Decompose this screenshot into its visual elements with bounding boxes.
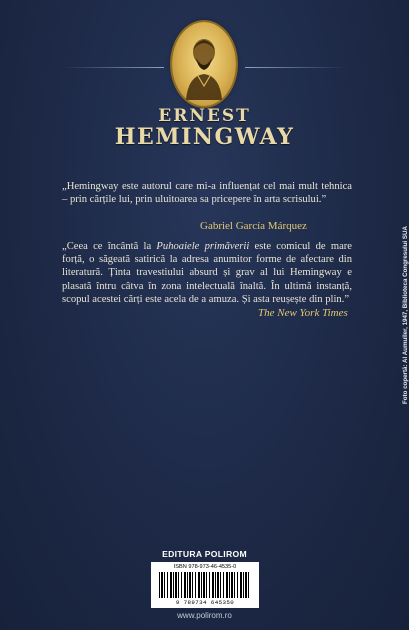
decorative-line-right <box>245 67 345 68</box>
publisher-name: EDITURA POLIROM <box>162 549 247 559</box>
photo-credit: Foto copertă: Al Aumuller, 1947, Biblioteca Congresului SUA <box>402 226 409 404</box>
quote-text-end: este comicul de mare forță, o săgeată satirică la adresa anumitor forme de afectare din literatură. Ținta travestiului absurd și grav al lui Hemingway e plasată întru câtva în zona intelectuală înaltă. În ultimă instanță, scopul acestei cărți este acela de a amuza. Și asta reușește din plin.” <box>62 241 352 305</box>
publisher-url: www.polirom.ro <box>177 611 232 620</box>
quote-source-marquez: Gabriel García Márquez <box>200 220 307 232</box>
quote-nyt <box>62 240 352 306</box>
quote-text-start: „Ceea ce încântă la <box>62 241 157 252</box>
isbn-barcode <box>151 562 259 608</box>
quote-marquez: „Hemingway este autorul care mi-a influențat cel mai mult tehnica – prin cărțile lui, prin uluitoarea sa pricepere în arta scrisului.” <box>62 181 352 206</box>
book-title-reference: Puhoaiele primăverii <box>156 241 250 252</box>
barcode-number: 9 789734 645350 <box>175 599 235 606</box>
author-last-name: HEMINGWAY <box>114 124 295 150</box>
isbn-label: ISBN 978-973-46-4535-0 <box>173 564 237 570</box>
portrait-icon <box>178 28 230 100</box>
barcode-bars <box>159 572 251 598</box>
author-portrait-medallion <box>172 22 236 106</box>
quote-source-nyt: The New York Times <box>258 307 348 319</box>
author-first-name: ERNEST <box>158 106 251 126</box>
decorative-line-left <box>64 67 164 68</box>
